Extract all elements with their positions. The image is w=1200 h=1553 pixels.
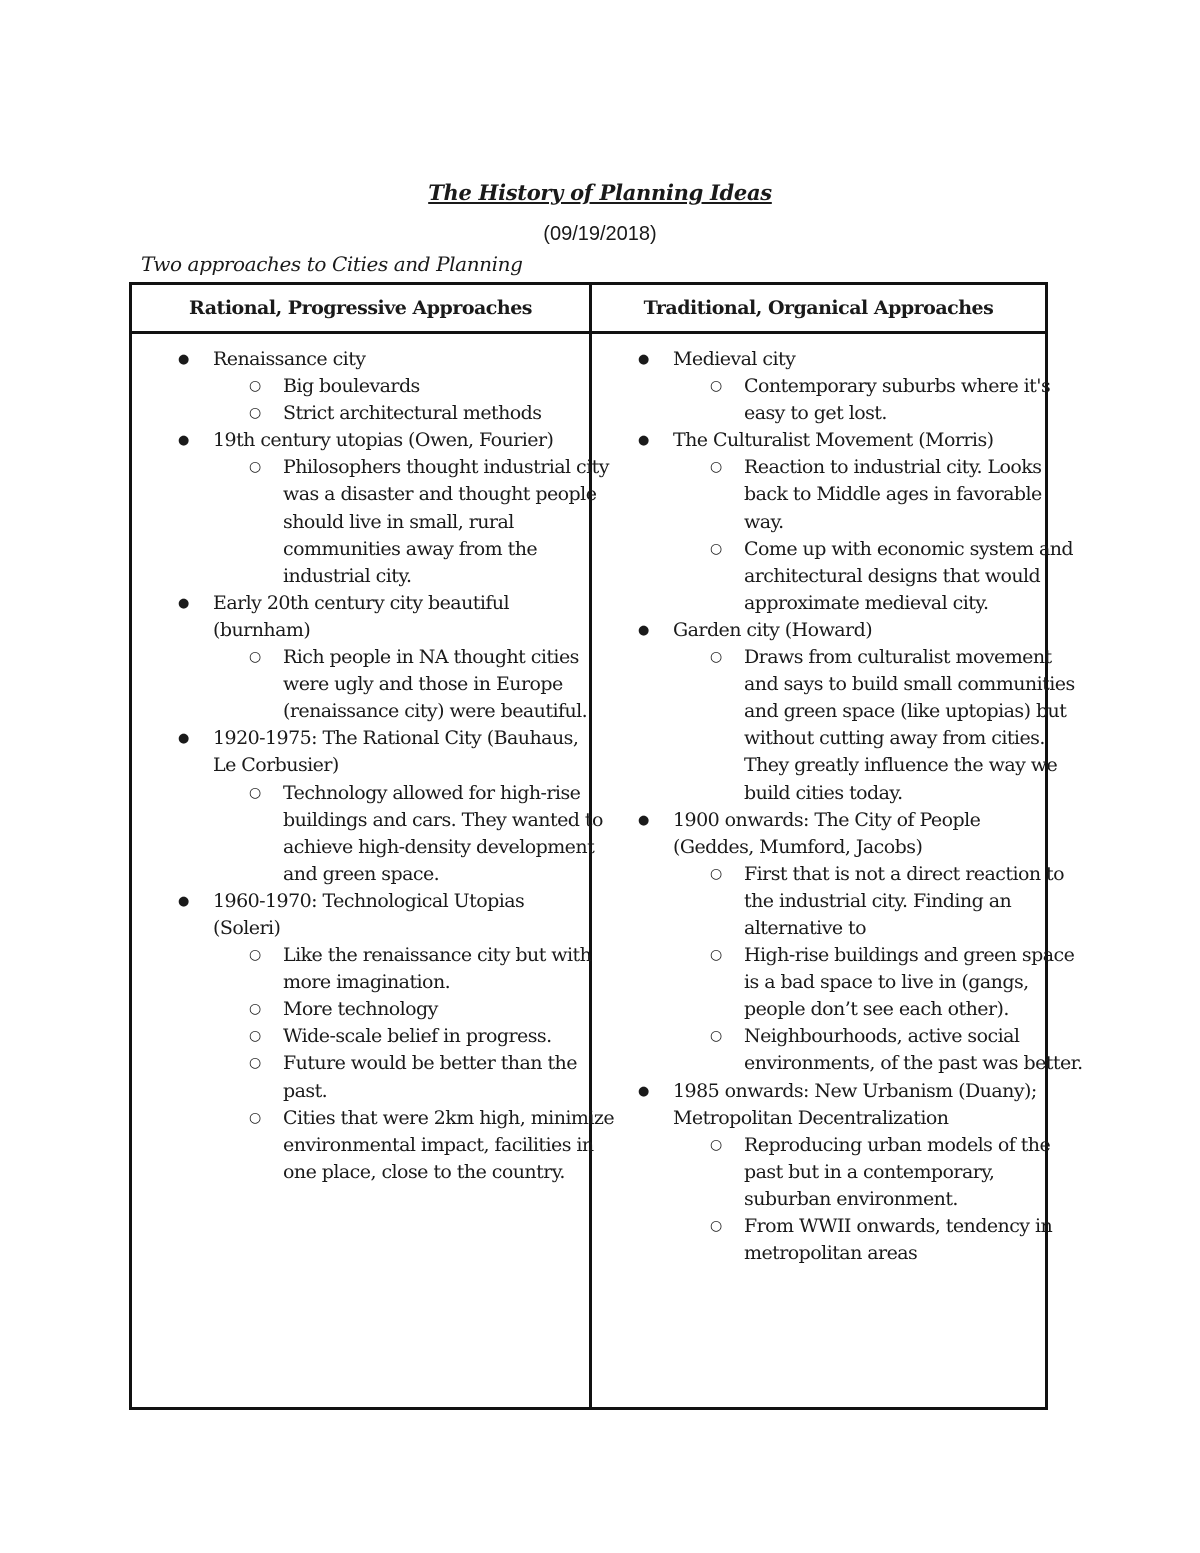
list-item [176,427,609,590]
hollow-bullet-icon: ○ [710,865,722,882]
sub-list [213,454,609,589]
hollow-bullet-icon: ○ [710,378,722,395]
sub-list-item-text: Come up with economic system and architectural designs that would approximate medieval city. [744,537,1074,614]
sub-list-item-text: First that is not a direct reaction to the industrial city. Finding an alternative to [744,862,1065,939]
list-item [636,617,1075,807]
sub-list-item [710,861,1083,942]
sub-list-item-text: Technology allowed for high-rise buildings and cars. They wanted to achieve high-density development and green space. [283,781,603,885]
sub-list-item-text: Draws from culturalist movement and says to build small communities and green space (like uptopias) but without cutting away from cities. They greatly influence the way we build cities today. [744,646,1075,804]
list-item [176,888,615,1186]
sub-list-item [249,1105,623,1186]
sub-list-item [249,373,623,400]
bullet-icon: ● [638,1083,649,1099]
document-subtitle: Two approaches to Cities and Planning [141,252,523,276]
document-date: (09/19/2018) [543,223,657,245]
hollow-bullet-icon: ○ [249,1028,261,1045]
sub-list-item-text: From WWII onwards, tendency in metropolitan areas [744,1215,1053,1265]
hollow-bullet-icon: ○ [249,784,261,801]
sub-list-item [249,942,623,996]
list-item [636,427,1074,617]
list-item [636,807,1083,1078]
sub-list-item-text: High-rise buildings and green space is a bad space to live in (gangs, people don’t see each other). [744,944,1075,1021]
list-item-text: Medieval city [673,348,796,370]
bullet-icon: ● [178,731,189,747]
sub-list-item [710,1023,1083,1077]
hollow-bullet-icon: ○ [710,947,722,964]
document-title: The History of Planning Ideas [428,180,772,205]
table-header-traditional: Traditional, Organical Approaches [643,297,994,319]
hollow-bullet-icon: ○ [249,1001,261,1018]
table-header-rational: Rational, Progressive Approaches [189,297,532,319]
sub-list-item [710,536,1083,617]
sub-list [673,1132,1053,1267]
sub-list-item [249,454,623,589]
traditional-approaches-cell [636,346,1083,1267]
rational-approaches-cell [176,346,615,1186]
sub-list-item [710,1213,1083,1267]
list-item-text: 1920-1975: The Rational City (Bauhaus, Le Corbusier) [213,727,579,777]
hollow-bullet-icon: ○ [249,378,261,395]
sub-list [673,454,1074,617]
list-item [176,346,586,427]
sub-list-item [710,1132,1083,1213]
hollow-bullet-icon: ○ [710,1136,722,1153]
sub-list-item [249,400,623,427]
list-item-text: 1985 onwards: New Urbanism (Duany); Metropolitan Decentralization [673,1079,1037,1129]
bullet-icon: ● [638,433,649,449]
hollow-bullet-icon: ○ [249,405,261,422]
sub-list-item-text: Neighbourhoods, active social environments, of the past was better. [744,1025,1083,1075]
list-item-text: 19th century utopias (Owen, Fourier) [213,429,554,452]
sub-list [213,942,615,1186]
sub-list [673,373,1051,427]
sub-list-item-text: Big boulevards [283,375,420,398]
hollow-bullet-icon: ○ [710,1218,722,1234]
sub-list-item-text: Strict architectural methods [283,402,542,425]
sub-list-item [710,644,1083,807]
bullet-icon: ● [178,893,189,909]
hollow-bullet-icon: ○ [249,1109,261,1126]
list-item [176,725,603,888]
sub-list-item [249,1050,623,1104]
sub-list-item-text: Philosophers thought industrial city was a disaster and thought people should live in small, rural communities away from the industrial city. [283,456,609,587]
list-item-text: The Culturalist Movement (Morris) [673,429,994,452]
hollow-bullet-icon: ○ [710,540,722,557]
sub-list-item [710,373,1083,427]
sub-list [673,644,1075,807]
sub-list-item-text: Rich people in NA thought cities were ugly and those in Europe (renaissance city) were beautiful. [283,646,588,723]
sub-list-item [710,942,1083,1023]
bullet-icon: ● [178,352,189,367]
bullet-icon: ● [178,595,189,611]
list-item [636,346,1051,427]
rational-list [176,346,615,1186]
sub-list-item [249,996,623,1023]
list-item [636,1078,1053,1268]
hollow-bullet-icon: ○ [710,1028,722,1045]
sub-list [213,644,586,725]
bullet-icon: ● [638,622,649,638]
bullet-icon: ● [178,433,189,449]
sub-list-item [249,1023,623,1050]
sub-list [673,861,1083,1078]
list-item-text: Early 20th century city beautiful (burnham) [213,591,510,641]
bullet-icon: ● [638,812,649,828]
approaches-table [129,282,1083,1410]
sub-list-item-text: Future would be better than the past. [283,1052,577,1102]
hollow-bullet-icon: ○ [249,459,261,476]
sub-list-item-text: More technology [283,998,438,1021]
sub-list-item-text: Contemporary suburbs where it's easy to get lost. [744,375,1051,425]
sub-list-item-text: Reaction to industrial city. Looks back to Middle ages in favorable way. [744,456,1042,533]
sub-list-item [249,780,623,888]
list-item-text: Garden city (Howard) [673,618,873,641]
list-item-text: 1960-1970: Technological Utopias (Soleri) [213,889,525,939]
hollow-bullet-icon: ○ [249,947,261,964]
sub-list-item-text: Cities that were 2km high, minimize environmental impact, facilities in one place, close to the country. [283,1106,615,1183]
sub-list-item-text: Reproducing urban models of the past but in a contemporary, suburban environment. [744,1133,1051,1210]
sub-list-item [249,644,623,725]
sub-list-item-text: Like the renaissance city but with more imagination. [283,944,592,994]
hollow-bullet-icon: ○ [249,649,261,666]
hollow-bullet-icon: ○ [249,1055,261,1072]
list-item [176,590,586,725]
sub-list [213,373,586,427]
sub-list-item [710,454,1083,535]
header-divider [132,331,1045,334]
list-item-text: Renaissance city [213,348,366,370]
hollow-bullet-icon: ○ [710,459,722,476]
sub-list-item-text: Wide-scale belief in progress. [283,1025,552,1048]
hollow-bullet-icon: ○ [710,649,722,666]
bullet-icon: ● [638,352,649,367]
list-item-text: 1900 onwards: The City of People (Geddes, Mumford, Jacobs) [673,808,981,858]
traditional-list [636,346,1083,1267]
sub-list [213,780,603,888]
